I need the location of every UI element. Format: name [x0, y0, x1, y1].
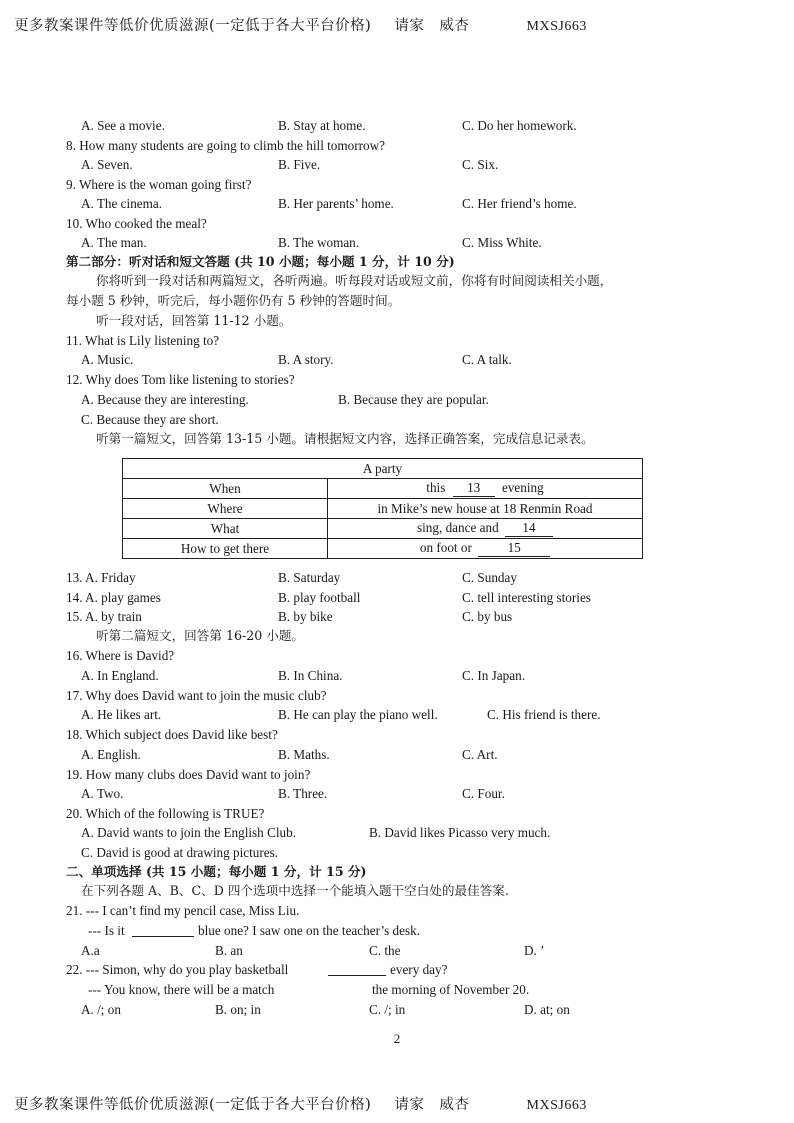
- q9-stem: 9. Where is the woman going first?: [66, 177, 252, 192]
- q22-blank-1: [328, 960, 386, 976]
- q15-option-b: B. by bike: [278, 609, 333, 624]
- q12-option-b: B. Because they are popular.: [338, 392, 489, 407]
- section2-instruction-line: [0, 881, 794, 901]
- q21-option-b: B. an: [215, 943, 243, 958]
- row-value-how: on foot or 15: [328, 539, 643, 559]
- q9-stem-line: [0, 175, 794, 195]
- q7-option-a: A. See a movie.: [81, 118, 165, 133]
- section2-instruction: 在下列各题 A、B、C、D 四个选项中选择一个能填入题干空白处的最佳答案.: [81, 883, 509, 898]
- q21-line1: [0, 901, 794, 921]
- q9-option-c: C. Her friend’s home.: [462, 196, 577, 211]
- row-key-how: How to get there: [123, 539, 328, 559]
- table-row: [123, 539, 643, 559]
- q16-option-c: C. In Japan.: [462, 668, 525, 683]
- q18-option-c: C. Art.: [462, 747, 498, 762]
- q8-options: [0, 155, 794, 175]
- section2-heading-line: [0, 862, 794, 882]
- passage2-instruction-line: [0, 626, 794, 646]
- q10-option-c: C. Miss White.: [462, 235, 542, 250]
- banner-code: MXSJ663: [526, 19, 587, 34]
- table-title-row: [123, 459, 643, 479]
- q19-stem-line: [0, 765, 794, 785]
- q22-stem-line1-end: every day?: [390, 962, 448, 977]
- q13-options: [0, 568, 794, 588]
- q14-option-a: 14. A. play games: [66, 590, 161, 605]
- passage1-instruction-line: [0, 429, 794, 449]
- row-key-where: Where: [123, 499, 328, 519]
- blank-13: 13: [453, 480, 495, 497]
- q17-option-c: C. His friend is there.: [487, 707, 601, 722]
- q8-option-a: A. Seven.: [81, 157, 133, 172]
- q22-stem-line1-start: 22. --- Simon, why do you play basketball: [66, 962, 289, 977]
- part2-instr-line2: [0, 291, 794, 311]
- table-row: [123, 479, 643, 499]
- party-info-table: [122, 458, 643, 559]
- q7-options: [0, 116, 794, 136]
- q22-stem-line2-end: the morning of November 20.: [372, 982, 530, 997]
- q12-option-a: A. Because they are interesting.: [81, 392, 249, 407]
- q20-options-ab: [0, 823, 794, 843]
- q21-option-d: D. ’: [524, 943, 545, 958]
- q9-option-a: A. The cinema.: [81, 196, 163, 211]
- banner-contact: 请家 威杏: [394, 18, 470, 34]
- q14-option-b: B. play football: [278, 590, 361, 605]
- part2-instruction-1: 你将听到一段对话和两篇短文，各听两遍。听每段对话或短文前，你将有时间阅读相关小题，: [96, 273, 613, 288]
- q22-line2: [0, 980, 794, 1000]
- q18-option-a: A. English.: [81, 747, 141, 762]
- row-value-what: sing, dance and 14: [328, 519, 643, 539]
- q8-option-b: B. Five.: [278, 157, 321, 172]
- part2-instruction-3: 听一段对话，回答第 11-12 小题。: [96, 313, 292, 328]
- passage1-instruction: 听第一篇短文，回答第 13-15 小题。请根据短文内容，选择正确答案，完成信息记录表。: [96, 431, 594, 446]
- q13-option-b: B. Saturday: [278, 570, 341, 585]
- q8-option-c: C. Six.: [462, 157, 499, 172]
- row-value-where: in Mike’s new house at 18 Renmin Road: [328, 499, 643, 519]
- part2-instruction-2: 每小题 5 秒钟，听完后，每小题你仍有 5 秒钟的答题时间。: [66, 293, 401, 308]
- q10-stem-line: [0, 214, 794, 234]
- q10-option-b: B. The woman.: [278, 235, 360, 250]
- blank-15: 15: [478, 540, 550, 557]
- table-row: [123, 499, 643, 519]
- table-row: [123, 519, 643, 539]
- q9-option-b: B. Her parents’ home.: [278, 196, 394, 211]
- blank-14: 14: [505, 520, 553, 537]
- q10-option-a: A. The man.: [81, 235, 147, 250]
- section2-heading: 二、单项选择 (共 15 小题；每小题 1 分，计 15 分): [66, 864, 367, 879]
- q16-option-a: A. In England.: [81, 668, 159, 683]
- banner-text: 更多教案课件等低价优质滋源(一定低于各大平台价格): [14, 18, 372, 34]
- q10-options: [0, 233, 794, 253]
- q12-options-ab: [0, 390, 794, 410]
- q22-line1: [0, 960, 794, 980]
- passage2-instruction: 听第二篇短文，回答第 16-20 小题。: [96, 628, 305, 643]
- q17-stem: 17. Why does David want to join the music club?: [66, 688, 327, 703]
- footer-banner: [14, 1093, 587, 1114]
- q21-stem-line1: 21. --- I can’t find my pencil case, Miss Liu.: [66, 903, 300, 918]
- q20-option-a: A. David wants to join the English Club.: [81, 825, 297, 840]
- q12-options-c: [0, 410, 794, 430]
- q15-option-a: 15. A. by train: [66, 609, 142, 624]
- q21-options: [0, 941, 794, 961]
- q12-stem: 12. Why does Tom like listening to stories?: [66, 372, 295, 387]
- page-number: 2: [393, 1031, 401, 1046]
- part2-instr-line1: [0, 271, 794, 291]
- q12-option-c: C. Because they are short.: [81, 412, 219, 427]
- q21-option-a: A.a: [81, 943, 100, 958]
- q16-option-b: B. In China.: [278, 668, 343, 683]
- q17-option-b: B. He can play the piano well.: [278, 707, 438, 722]
- banner-text: 更多教案课件等低价优质滋源(一定低于各大平台价格): [14, 1097, 372, 1113]
- q17-options: [0, 705, 794, 725]
- q21-option-c: C. the: [369, 943, 401, 958]
- q16-stem: 16. Where is David?: [66, 648, 175, 663]
- q18-stem: 18. Which subject does David like best?: [66, 727, 278, 742]
- q18-option-b: B. Maths.: [278, 747, 330, 762]
- header-banner: [14, 14, 587, 35]
- q20-options-c: [0, 843, 794, 863]
- row-key-when: When: [123, 479, 328, 499]
- q22-options: [0, 1000, 794, 1020]
- q11-option-b: B. A story.: [278, 352, 334, 367]
- q15-option-c: C. by bus: [462, 609, 513, 624]
- q22-option-b: B. on; in: [215, 1002, 261, 1017]
- q14-options: [0, 588, 794, 608]
- q22-option-d: D. at; on: [524, 1002, 570, 1017]
- q17-stem-line: [0, 686, 794, 706]
- q11-stem-line: [0, 331, 794, 351]
- q12-stem-line: [0, 370, 794, 390]
- q22-option-a: A. /; on: [81, 1002, 121, 1017]
- q14-option-c: C. tell interesting stories: [462, 590, 591, 605]
- q8-stem-line: [0, 136, 794, 156]
- q19-option-b: B. Three.: [278, 786, 328, 801]
- q7-option-b: B. Stay at home.: [278, 118, 366, 133]
- q13-option-c: C. Sunday: [462, 570, 517, 585]
- q19-option-c: C. Four.: [462, 786, 505, 801]
- q11-option-c: C. A talk.: [462, 352, 512, 367]
- q21-line2: [0, 921, 794, 941]
- q20-stem-line: [0, 804, 794, 824]
- q20-stem: 20. Which of the following is TRUE?: [66, 806, 265, 821]
- q8-stem: 8. How many students are going to climb the hill tomorrow?: [66, 138, 386, 153]
- banner-contact: 请家 威杏: [394, 1097, 470, 1113]
- table-title: A party: [123, 459, 643, 479]
- row-value-when: this 13 evening: [328, 479, 643, 499]
- q16-stem-line: [0, 646, 794, 666]
- q20-option-b: B. David likes Picasso very much.: [369, 825, 551, 840]
- q20-option-c: C. David is good at drawing pictures.: [81, 845, 279, 860]
- row-key-what: What: [123, 519, 328, 539]
- q21-blank: [132, 921, 194, 937]
- q11-stem: 11. What is Lily listening to?: [66, 333, 220, 348]
- q10-stem: 10. Who cooked the meal?: [66, 216, 207, 231]
- part2-heading: 第二部分：听对话和短文答题 (共 10 小题；每小题 1 分，计 10 分): [66, 254, 455, 269]
- q21-stem-line2-start: --- Is it: [88, 923, 125, 938]
- q17-option-a: A. He likes art.: [81, 707, 162, 722]
- q9-options: [0, 194, 794, 214]
- q18-stem-line: [0, 725, 794, 745]
- q15-options: [0, 607, 794, 627]
- part2-heading-line: [0, 252, 794, 272]
- q18-options: [0, 745, 794, 765]
- q22-stem-line2-start: --- You know, there will be a match: [88, 982, 275, 997]
- part2-instr-line3: [0, 311, 794, 331]
- q11-option-a: A. Music.: [81, 352, 134, 367]
- q19-option-a: A. Two.: [81, 786, 124, 801]
- q21-stem-line2-end: blue one? I saw one on the teacher’s desk.: [198, 923, 421, 938]
- q19-options: [0, 784, 794, 804]
- q22-option-c: C. /; in: [369, 1002, 406, 1017]
- q16-options: [0, 666, 794, 686]
- q11-options: [0, 350, 794, 370]
- q7-option-c: C. Do her homework.: [462, 118, 577, 133]
- banner-code: MXSJ663: [526, 1098, 587, 1113]
- q19-stem: 19. How many clubs does David want to join?: [66, 767, 311, 782]
- q13-option-a: 13. A. Friday: [66, 570, 136, 585]
